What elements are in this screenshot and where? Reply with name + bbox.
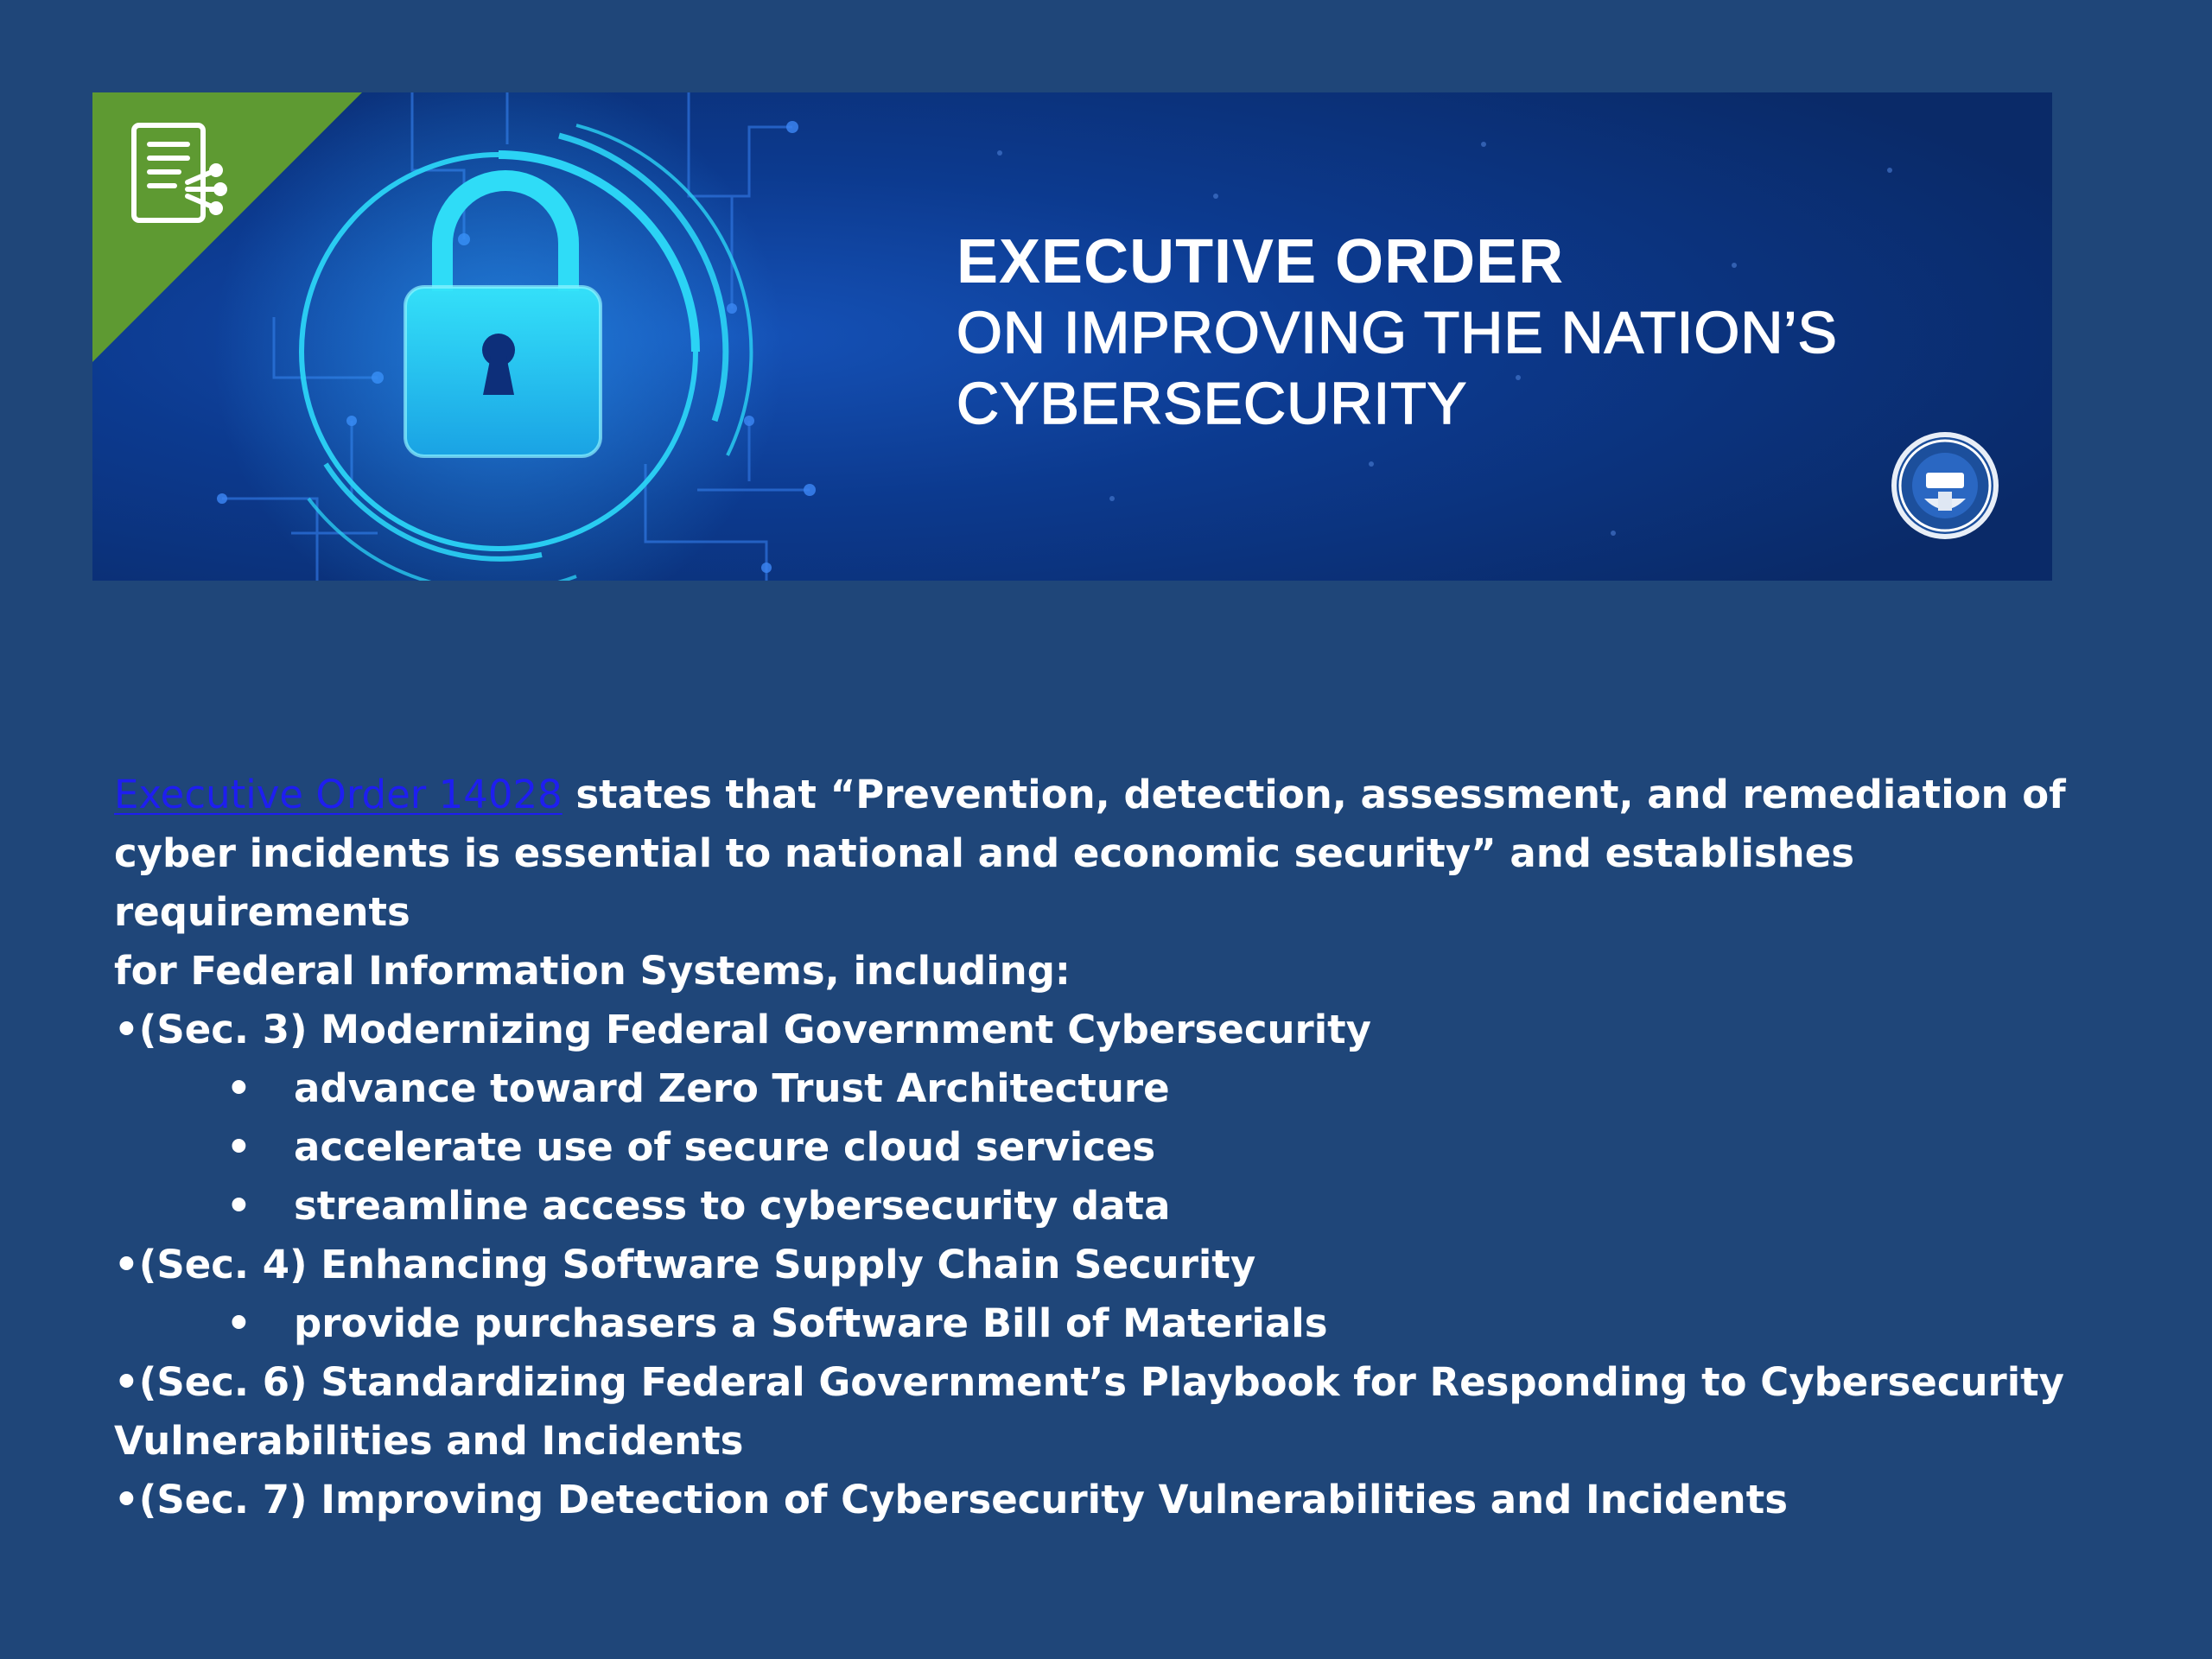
banner-title <box>957 226 1838 439</box>
list-item-text: advance toward Zero Trust Architecture <box>294 1065 1170 1111</box>
intro-line3: for Federal Information Systems, including: <box>114 948 1071 994</box>
banner-title-line1: EXECUTIVE ORDER <box>957 227 1565 296</box>
section-sec6-continued: Vulnerabilities and Incidents <box>114 1418 744 1464</box>
body-text <box>114 766 2101 1529</box>
intro-line1-text: states that “Prevention, detection, assessment, and remediation of <box>562 772 2066 817</box>
bullet-icon: • <box>226 1065 251 1111</box>
list-item-text: streamline access to cybersecurity data <box>294 1183 1171 1229</box>
executive-order-link[interactable]: Executive Order 14028 <box>114 772 563 817</box>
bullet-icon: • <box>226 1183 251 1229</box>
section-sec4: •(Sec. 4) Enhancing Software Supply Chain Security <box>114 1242 1256 1287</box>
list-item-text: provide purchasers a Software Bill of Materials <box>294 1300 1328 1346</box>
intro-line1 <box>114 766 2101 824</box>
banner-title-line3: CYBERSECURITY <box>957 371 1468 436</box>
section-sec6: •(Sec. 6) Standardizing Federal Government’s Playbook for Responding to Cybersecurity <box>114 1359 2064 1405</box>
bullet-icon: • <box>226 1300 251 1346</box>
banner-title-line2: ON IMPROVING THE NATION’S <box>957 300 1838 365</box>
list-item <box>114 1118 2101 1177</box>
section-sec3: •(Sec. 3) Modernizing Federal Government Cybersecurity <box>114 1007 1371 1052</box>
list-item <box>114 1294 2101 1353</box>
list-item-text: accelerate use of secure cloud services <box>294 1124 1156 1170</box>
intro-line2: cyber incidents is essential to national and economic security” and establishes requirements <box>114 830 1855 935</box>
section-sec7: •(Sec. 7) Improving Detection of Cybersecurity Vulnerabilities and Incidents <box>114 1477 1788 1522</box>
bullet-icon: • <box>226 1124 251 1170</box>
list-item <box>114 1059 2101 1118</box>
banner-image <box>92 92 2052 581</box>
cisa-seal-icon <box>1891 432 1999 539</box>
list-item <box>114 1177 2101 1236</box>
